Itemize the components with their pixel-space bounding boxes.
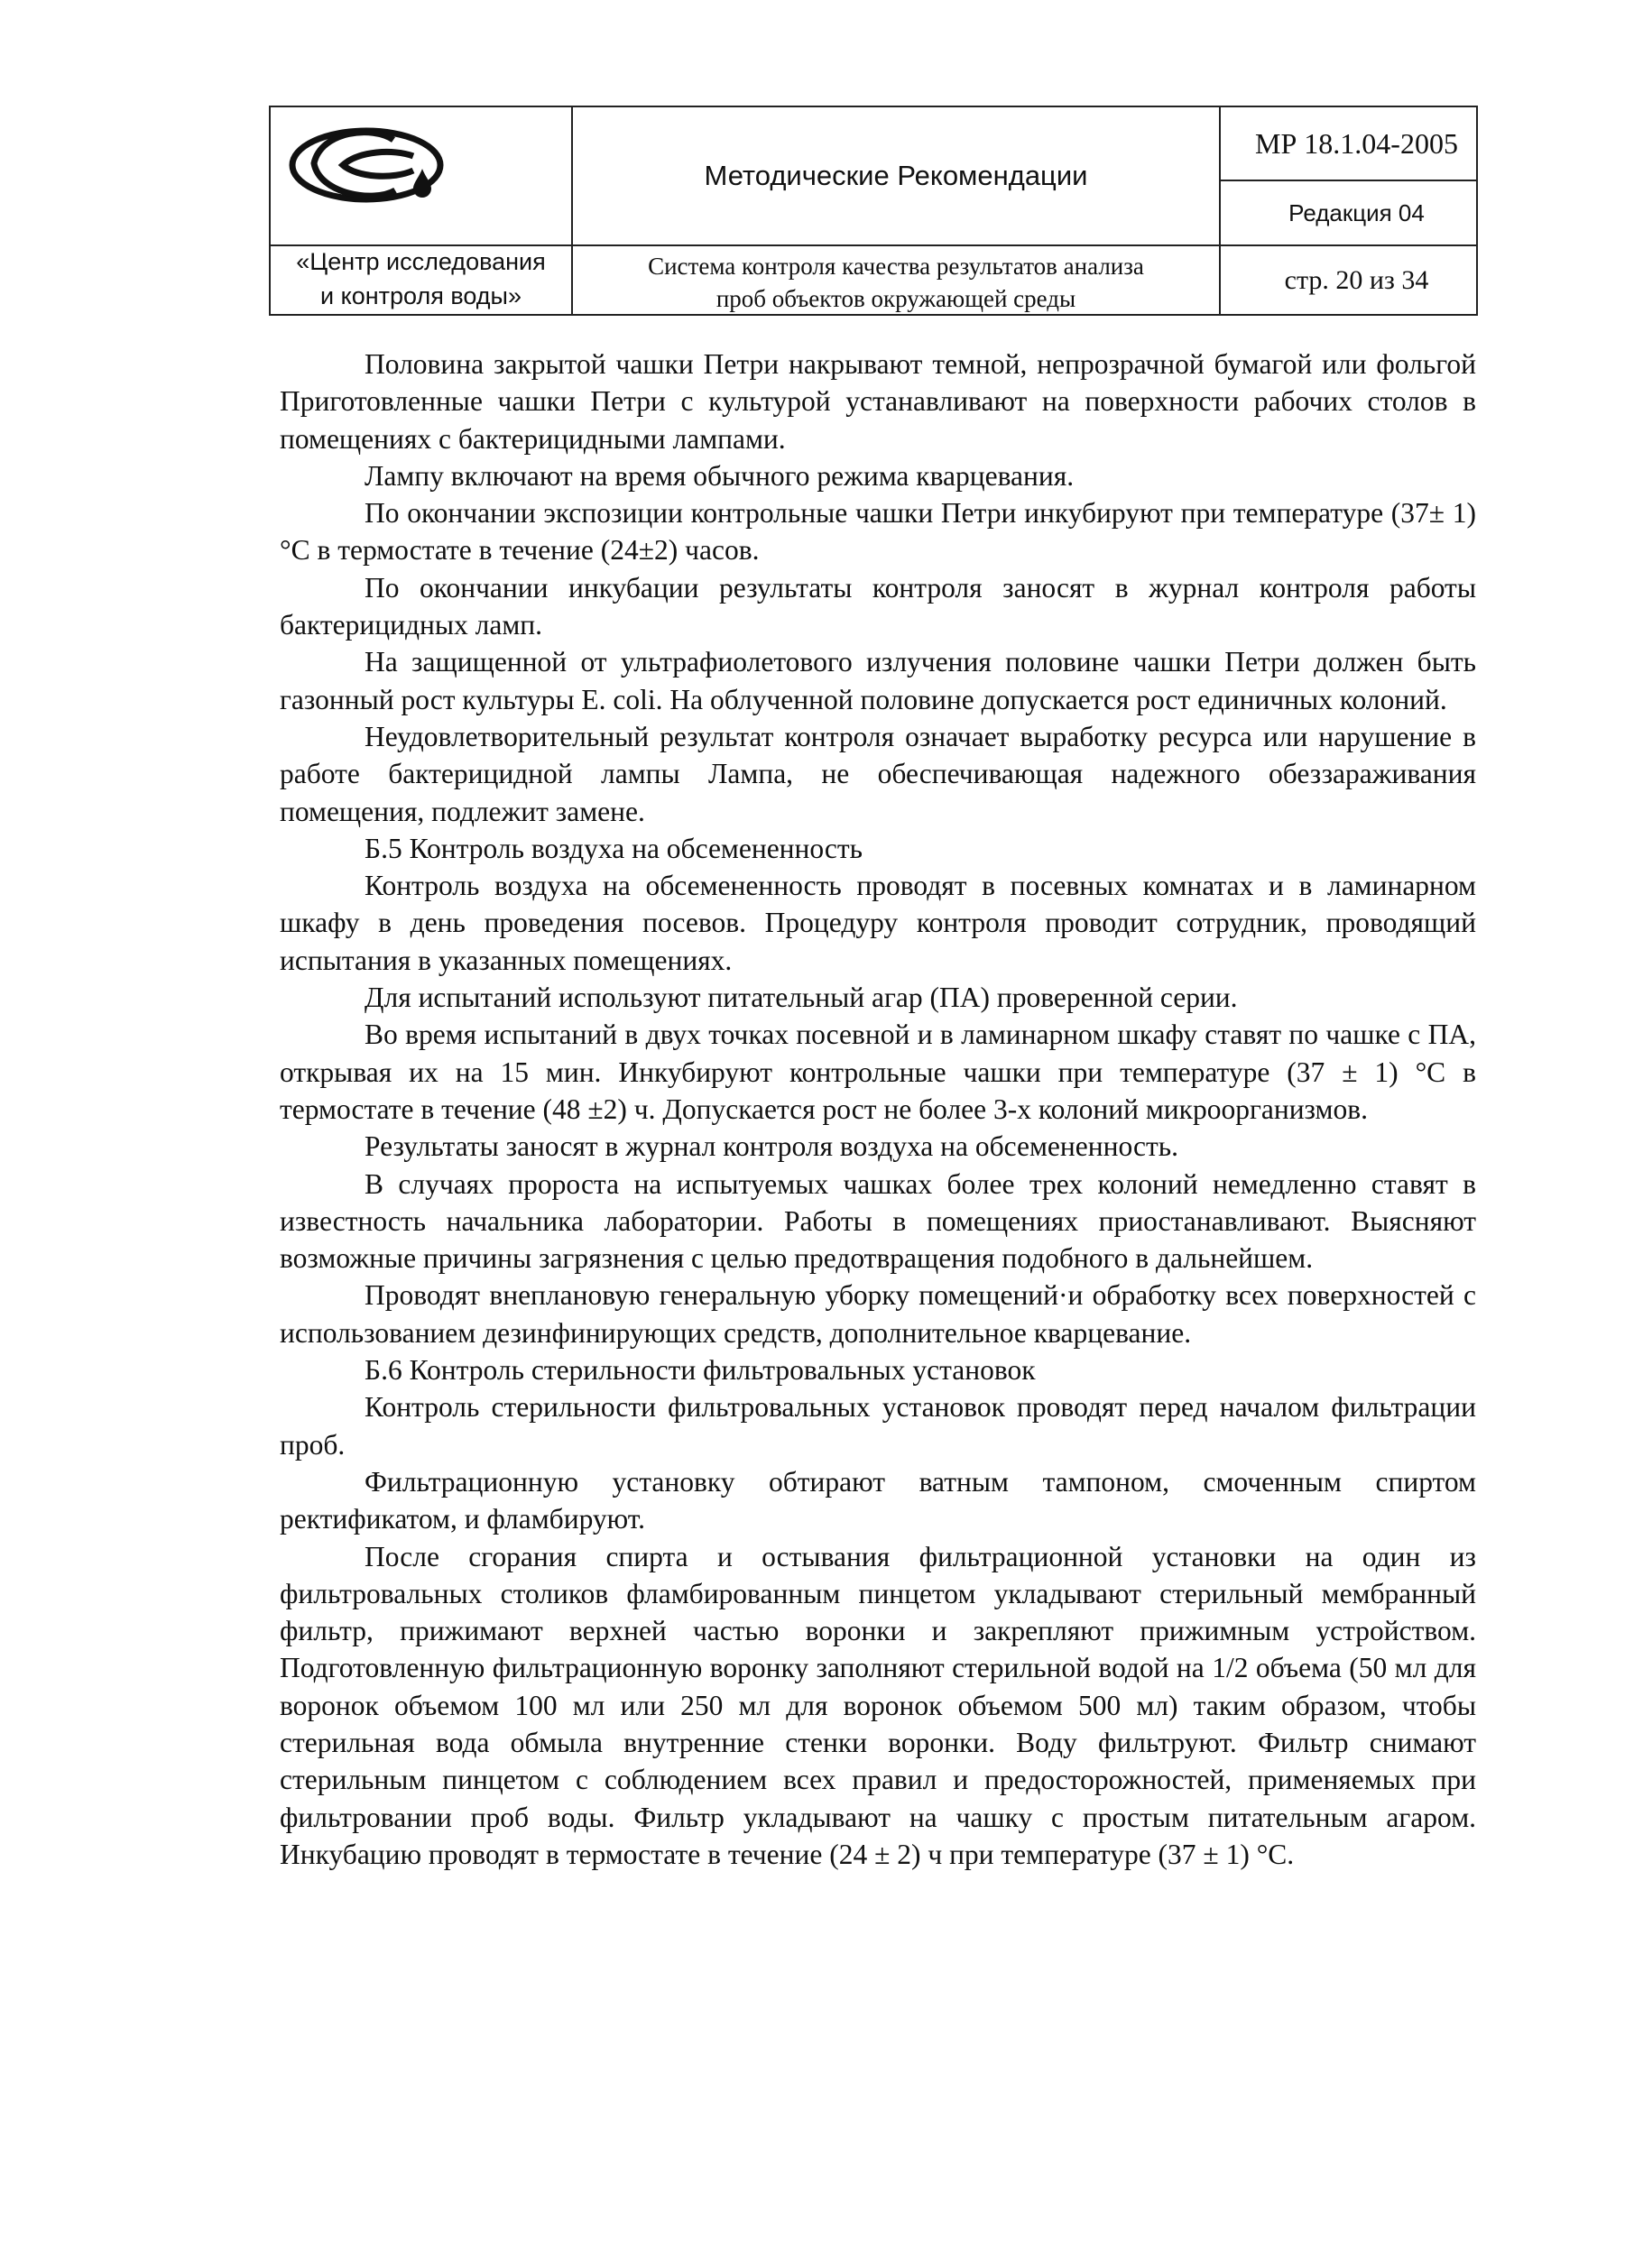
document-subject bbox=[573, 246, 1219, 318]
paragraph: Проводят внеплановую генеральную уборку помещений·и обработку всех поверхностей с использованием дезинфинирующих средств, дополнительное кварцевание. bbox=[280, 1279, 1476, 1349]
paragraph: Результаты заносят в журнал контроля воздуха на обсемененность. bbox=[365, 1130, 1178, 1163]
paragraph: Лампу включают на время обычного режима кварцевания. bbox=[365, 459, 1075, 492]
organization-name bbox=[271, 244, 571, 317]
paragraph: Для испытаний используют питательный агар (ПА) проверенной серии. bbox=[365, 982, 1238, 1014]
paragraph: По окончании экспозиции контрольные чашки Петри инкубируют при температуре (37± 1) °С в термостате в течение (24±2) часов. bbox=[280, 497, 1476, 567]
edition-label: Редакция 04 bbox=[1288, 198, 1425, 226]
paragraph: После сгорания спирта и остывания фильтрационной установки на один из фильтровальных столиков фламбированным пинцетом укладывают стерильный мембранный фильтр, прижимают верхней частью воронки и закрепляют прижимным устройством. Подготовленную фильтрационную воронку заполняют стерильной водой на 1/2 объема (50 мл для воронок объемом 100 мл или 250 мл для воронок объемом 500 мл) таким образом, чтобы стерильная вода обмыла внутренние стенки воронки. Воду фильтруют. Фильтр снимают стерильным пинцетом с соблюдением всех правил и предосторожностей, применяемых при фильтровании проб воды. Фильтр укладывают на чашку с простым питательным агаром. Инкубацию проводят в термостате в течение (24 ± 2) ч при температуре (37 ± 1) °С. bbox=[280, 1540, 1476, 1870]
paragraph: Неудовлетворительный результат контроля означает выработку ресурса или нарушение в работе бактерицидной лампы Лампа, не обеспечивающая надежного обеззараживания помещения, подлежит замене. bbox=[280, 720, 1476, 827]
paragraph: Во время испытаний в двух точках посевной и в ламинарном шкафу ставят по чашке с ПА, открывая их на 15 мин. Инкубируют контрольные чашки при температуре (37 ± 1) °С в термостате в течение (48 ±2) ч. Допускается рост не более 3-х колоний микроорганизмов. bbox=[280, 1019, 1476, 1125]
body-text bbox=[280, 346, 1476, 1873]
organization-logo bbox=[287, 120, 449, 219]
paragraph: В случаях пророста на испытуемых чашках более трех колоний немедленно ставят в известность начальника лаборатории. Работы в помещениях приостанавливают. Выясняют возможные причины загрязнения с целью предотвращения подобного в дальнейшем. bbox=[280, 1167, 1476, 1275]
section-heading: Б.6 Контроль стерильности фильтровальных установок bbox=[365, 1354, 1036, 1387]
organization-name-line: «Центр исследования bbox=[296, 248, 546, 275]
paragraph: По окончании инкубации результаты контроля заносят в журнал контроля работы бактерицидных ламп. bbox=[280, 571, 1476, 641]
document-number: МР 18.1.04-2005 bbox=[1255, 126, 1458, 160]
organization-name-line: и контроля воды» bbox=[320, 282, 522, 309]
header-table bbox=[269, 106, 1478, 316]
document-subject-line: Система контроля качества результатов анализа bbox=[648, 252, 1144, 280]
paragraph: Половина закрытой чашки Петри накрывают темной, непрозрачной бумагой или фольгой Приготовленные чашки Петри с культурой устанавливают на поверхности рабочих столов в помещениях с бактерицидными лампами. bbox=[280, 348, 1476, 455]
document-type: Методические Рекомендации bbox=[704, 160, 1088, 191]
document-subject-line: проб объектов окружающей среды bbox=[715, 284, 1076, 312]
page-number: стр. 20 из 34 bbox=[1284, 264, 1429, 295]
paragraph: На защищенной от ультрафиолетового излучения половине чашки Петри должен быть газонный рост культуры E. coli. На облученной половине допускается рост единичных колоний. bbox=[280, 646, 1476, 715]
paragraph: Контроль стерильности фильтровальных установок проводят перед началом фильтрации проб. bbox=[280, 1391, 1476, 1461]
paragraph: Фильтрационную установку обтирают ватным тампоном, смоченным спиртом ректификатом, и фламбируют. bbox=[280, 1465, 1476, 1535]
paragraph: Контроль воздуха на обсемененность проводят в посевных комнатах и в ламинарном шкафу в день проведения посевов. Процедуру контроля проводит сотрудник, проводящий испытания в указанных помещениях. bbox=[280, 870, 1476, 976]
section-heading: Б.5 Контроль воздуха на обсемененность bbox=[365, 832, 863, 864]
